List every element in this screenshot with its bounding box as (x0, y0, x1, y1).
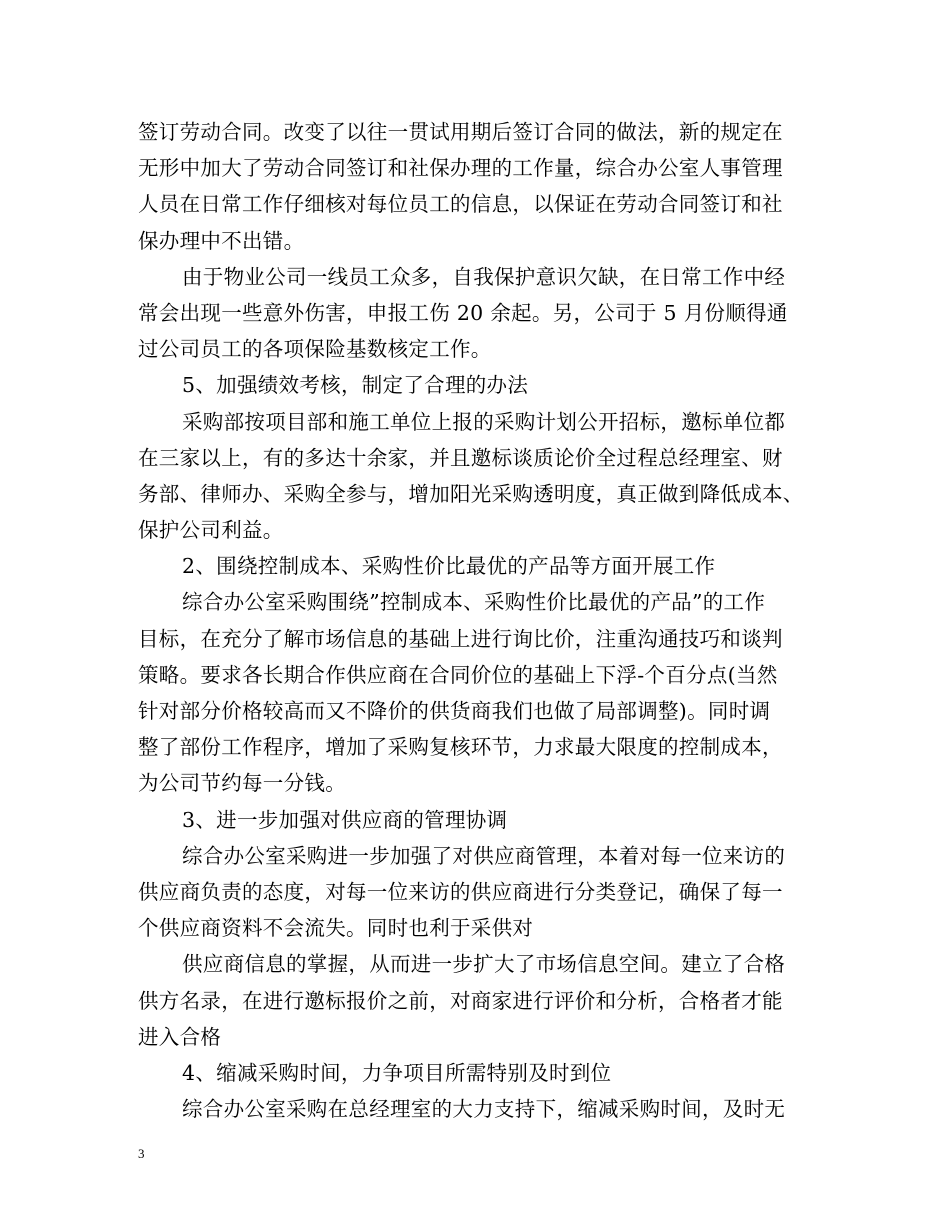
text-line: 无形中加大了劳动合同签订和社保办理的工作量，综合办公室人事管理 (138, 156, 783, 181)
text-line: 人员在日常工作仔细核对每位员工的信息，以保证在劳动合同签订和社 (138, 192, 783, 217)
text-line: 目标，在充分了解市场信息的基础上进行询比价，注重沟通技巧和谈判 (138, 626, 783, 651)
text-line: 整了部份工作程序，增加了采购复核环节，力求最大限度的控制成本， (138, 735, 783, 760)
text-line: 供方名录，在进行邀标报价之前，对商家进行评价和分析，合格者才能 (138, 988, 783, 1013)
text-line: 进入合格 (138, 1024, 222, 1049)
text-line: 个供应商资料不会流失。同时也利于采供对 (138, 916, 534, 941)
text-line: 采购部按项目部和施工单位上报的采购计划公开招标，邀标单位都 (182, 409, 786, 434)
text-line: 4、缩减采购时间，力争项目所需特别及时到位 (182, 1060, 612, 1085)
text-line: 供应商负责的态度，对每一位来访的供应商进行分类登记，确保了每一 (138, 879, 783, 904)
text-line: 综合办公室采购在总经理室的大力支持下，缩减采购时间，及时无 (182, 1097, 786, 1122)
text-line: 由于物业公司一线员工众多，自我保护意识欠缺，在日常工作中经 (182, 264, 786, 289)
text-line: 常会出现一些意外伤害，申报工伤 20 余起。另，公司于 5 月份顺得通 (138, 300, 788, 325)
text-line: 针对部分价格较高而又不降价的供货商我们也做了局部调整)。同时调 (138, 699, 771, 723)
text-line: 为公司节约每一分钱。 (138, 771, 346, 796)
text-line: 综合办公室采购围绕”控制成本、采购性价比最优的产品”的工作 (182, 590, 766, 615)
text-line: 3、进一步加强对供应商的管理协调 (182, 807, 508, 832)
text-line: 2、围绕控制成本、采购性价比最优的产品等方面开展工作 (182, 554, 716, 579)
page-number: 3 (138, 1146, 145, 1161)
text-line: 保护公司利益。 (138, 518, 284, 543)
text-line: 过公司员工的各项保险基数核定工作。 (138, 337, 492, 362)
text-line: 供应商信息的掌握，从而进一步扩大了市场信息空间。建立了合格 (182, 952, 786, 977)
text-line: 综合办公室采购进一步加强了对供应商管理，本着对每一位来访的 (182, 843, 786, 868)
text-line: 在三家以上，有的多达十余家，并且邀标谈质论价全过程总经理室、财 (138, 445, 783, 470)
text-line: 策略。要求各长期合作供应商在合同价位的基础上下浮-个百分点(当然 (138, 662, 778, 687)
text-line: 保办理中不出错。 (138, 228, 305, 253)
text-line: 务部、律师办、采购全参与，增加阳光采购透明度，真正做到降低成本、 (138, 481, 804, 506)
text-line: 5、加强绩效考核，制定了合理的办法 (182, 373, 529, 398)
body-text (138, 114, 828, 1127)
text-line: 签订劳动合同。改变了以往一贯试用期后签订合同的做法，新的规定在 (138, 120, 783, 144)
